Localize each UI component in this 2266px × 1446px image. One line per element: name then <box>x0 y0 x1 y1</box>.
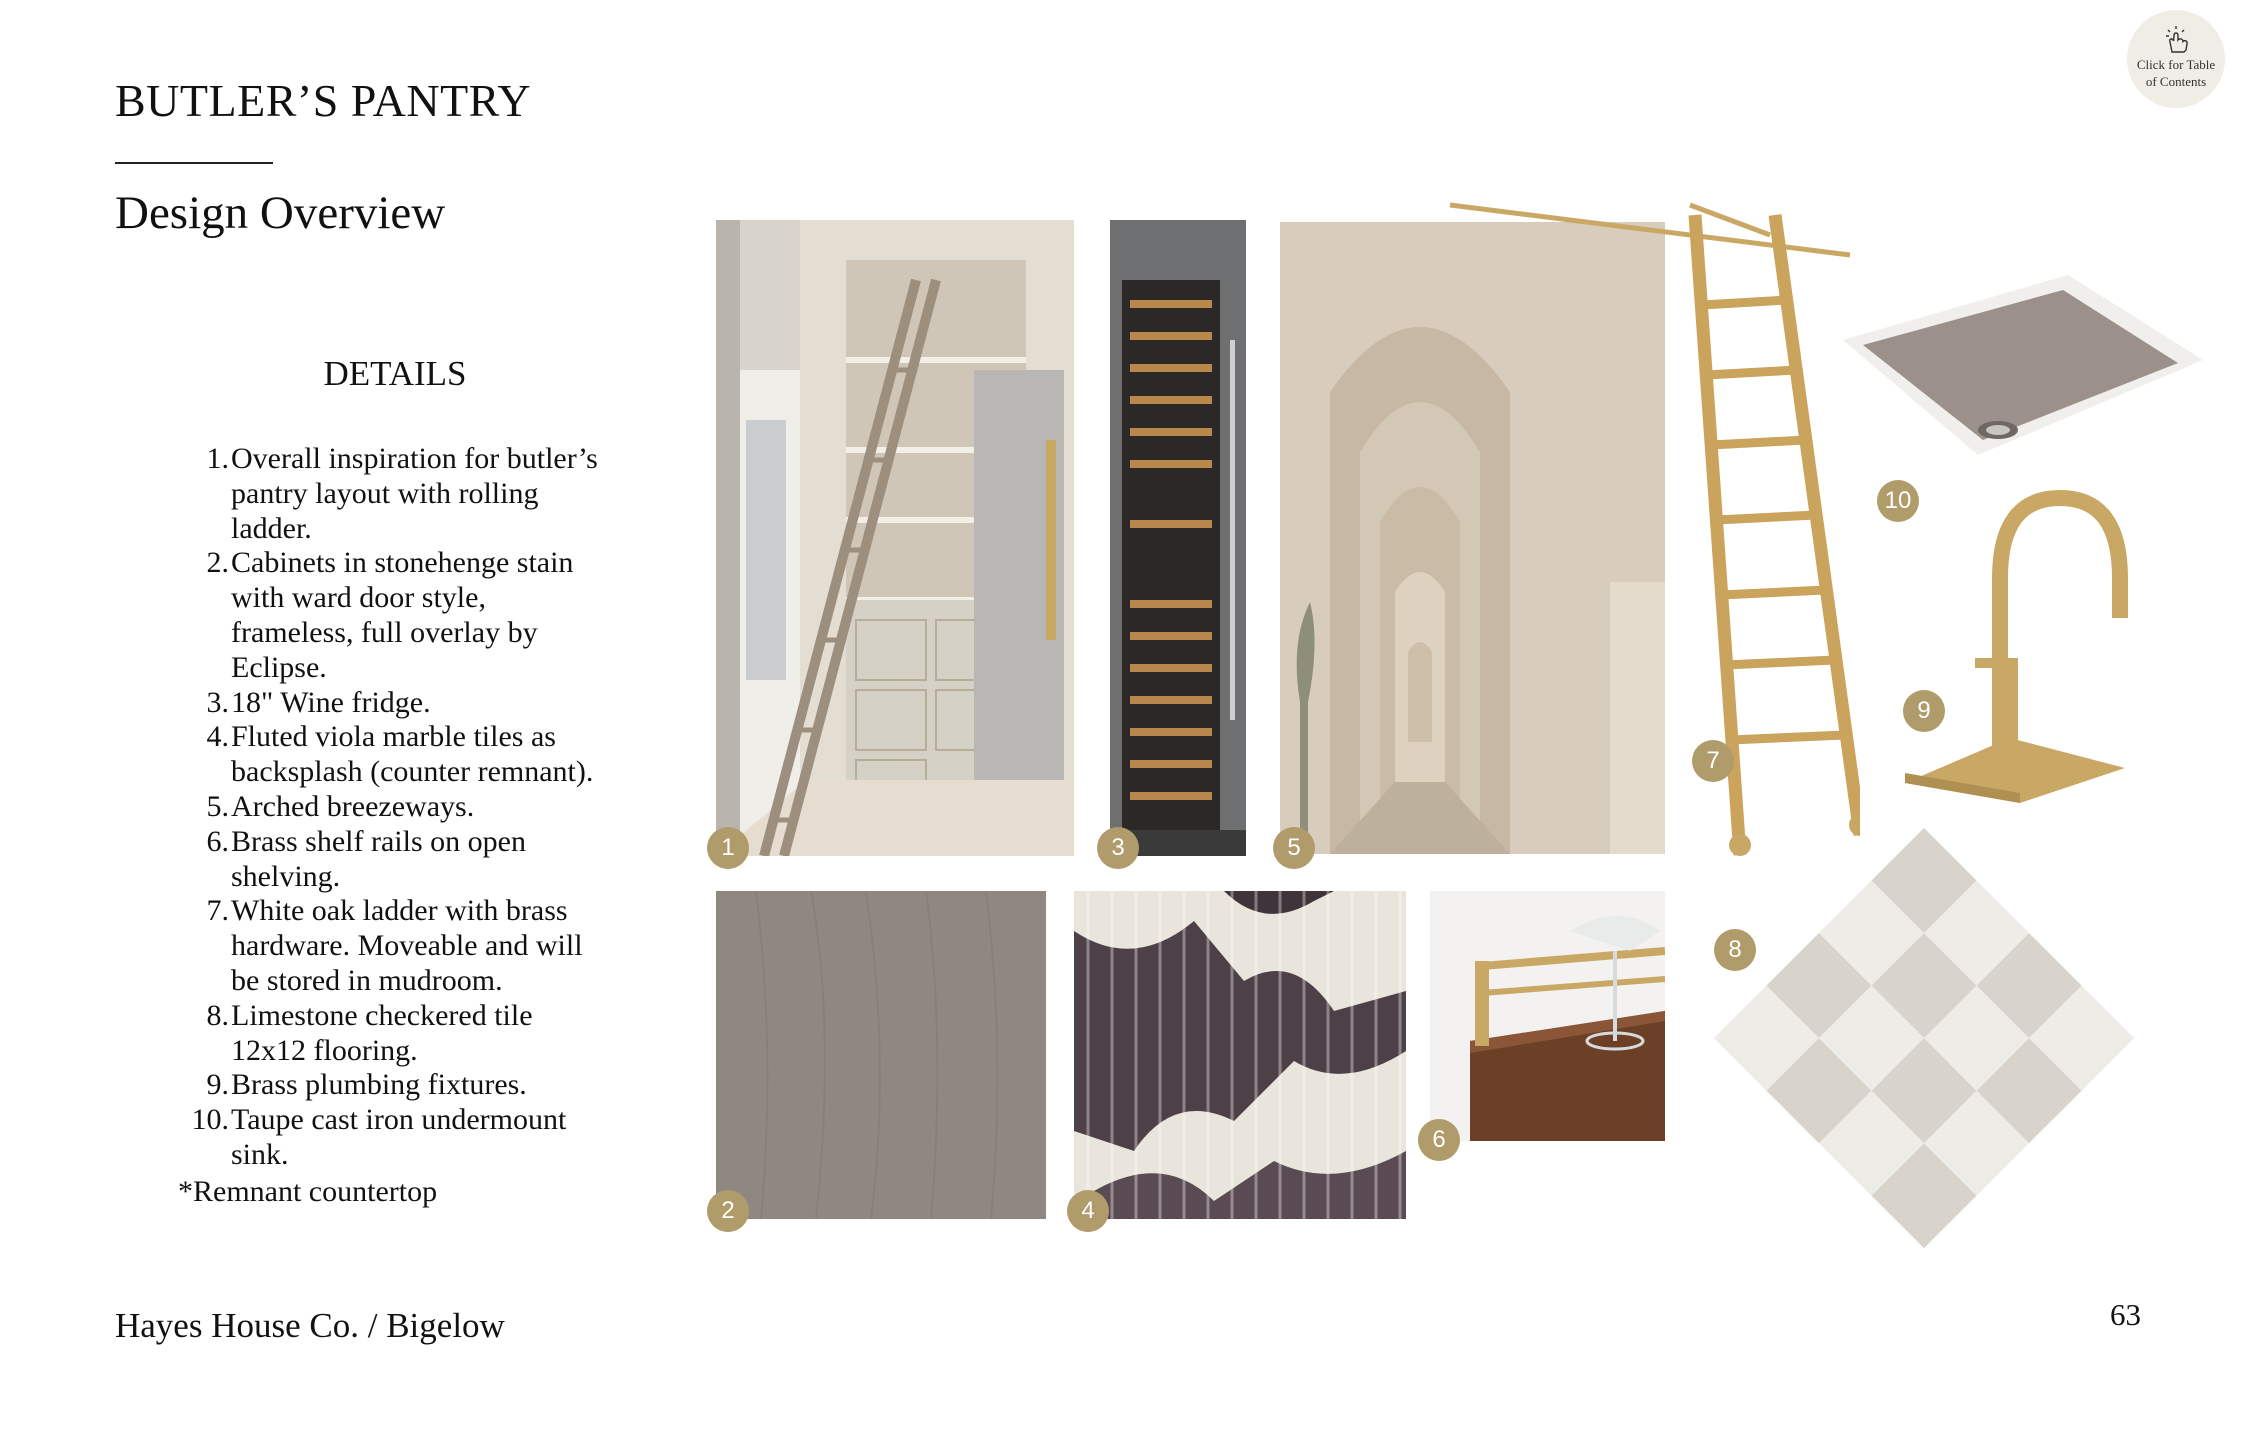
page-title: BUTLER’S PANTRY <box>115 75 532 126</box>
details-heading: DETAILS <box>323 354 467 393</box>
details-item-number: 7. <box>206 894 229 928</box>
page-subtitle: Design Overview <box>115 187 446 239</box>
details-item-number: 5. <box>206 789 229 823</box>
details-item-number: 9. <box>206 1068 229 1102</box>
details-item <box>180 790 620 825</box>
details-item <box>180 1103 620 1173</box>
badge-7: 7 <box>1692 740 1734 782</box>
badge-6: 6 <box>1418 1119 1460 1161</box>
badge-8: 8 <box>1714 929 1756 971</box>
details-item <box>180 442 620 546</box>
details-item-line: Cabinets in stonehenge stain <box>231 546 574 580</box>
brass-faucet-image <box>1900 488 2130 803</box>
details-item <box>180 720 620 790</box>
details-item-line: hardware. Moveable and will <box>231 929 583 963</box>
details-item-line: Arched breezeways. <box>231 789 475 823</box>
details-item <box>180 894 620 998</box>
badge-9: 9 <box>1903 690 1945 732</box>
details-item-line: Eclipse. <box>231 650 327 684</box>
table-of-contents-button[interactable] <box>2127 10 2225 108</box>
remnant-note: *Remnant countertop <box>178 1175 438 1208</box>
details-item-line: shelving. <box>231 859 341 893</box>
badge-1: 1 <box>707 827 749 869</box>
details-item-line: backsplash (counter remnant). <box>231 755 594 789</box>
details-list <box>180 442 620 1173</box>
hand-pointer-icon <box>2156 24 2196 54</box>
cabinet-stain-swatch <box>716 891 1046 1219</box>
details-item <box>180 999 620 1069</box>
details-item-number: 4. <box>206 720 229 754</box>
details-item-line: Brass shelf rails on open <box>231 824 526 858</box>
badge-2: 2 <box>707 1190 749 1232</box>
details-item-line: frameless, full overlay by <box>231 615 538 649</box>
details-item-number: 1. <box>206 442 229 475</box>
details-item-line: ladder. <box>231 511 312 545</box>
details-item-line: Fluted viola marble tiles as <box>231 720 556 754</box>
badge-5: 5 <box>1273 827 1315 869</box>
brass-shelf-rail-image <box>1430 891 1665 1141</box>
toc-label-line1: Click for Table <box>2136 57 2216 72</box>
details-item-number: 2. <box>206 546 229 580</box>
details-item <box>180 825 620 895</box>
toc-label-line2: of Contents <box>2145 74 2207 89</box>
details-item-number: 3. <box>206 685 229 719</box>
details-item-line: Limestone checkered tile <box>231 998 533 1032</box>
details-item-line: with ward door style, <box>231 581 486 615</box>
details-item <box>180 686 620 721</box>
details-item <box>180 1068 620 1103</box>
details-item-line: Brass plumbing fixtures. <box>231 1068 527 1102</box>
details-item-line: Overall inspiration for butler’s <box>231 442 598 475</box>
limestone-checker-tile-image <box>1713 828 2135 1250</box>
details-item-line: White oak ladder with brass <box>231 894 568 928</box>
badge-10: 10 <box>1877 480 1919 522</box>
details-item-line: 12x12 flooring. <box>231 1033 418 1067</box>
details-item-number: 8. <box>206 998 229 1032</box>
details-item-line: 18" Wine fridge. <box>231 685 431 719</box>
badge-4: 4 <box>1067 1190 1109 1232</box>
details-item-line: Taupe cast iron undermount <box>231 1103 567 1137</box>
details-item <box>180 546 620 685</box>
wine-fridge-image <box>1110 220 1246 856</box>
details-item-number: 6. <box>206 824 229 858</box>
taupe-sink-image <box>1838 275 2203 465</box>
badge-3: 3 <box>1097 827 1139 869</box>
footer-credit: Hayes House Co. / Bigelow <box>115 1306 505 1345</box>
pantry-inspiration-image <box>716 220 1074 856</box>
fluted-marble-tile-image <box>1074 891 1406 1219</box>
title-divider <box>115 162 273 164</box>
rolling-ladder-image <box>1440 195 1860 870</box>
details-item-line: pantry layout with rolling <box>231 476 539 510</box>
page-number: 63 <box>2110 1297 2141 1332</box>
details-item-line: sink. <box>231 1137 289 1171</box>
details-item-line: be stored in mudroom. <box>231 963 503 997</box>
details-item-number: 10. <box>191 1103 229 1137</box>
